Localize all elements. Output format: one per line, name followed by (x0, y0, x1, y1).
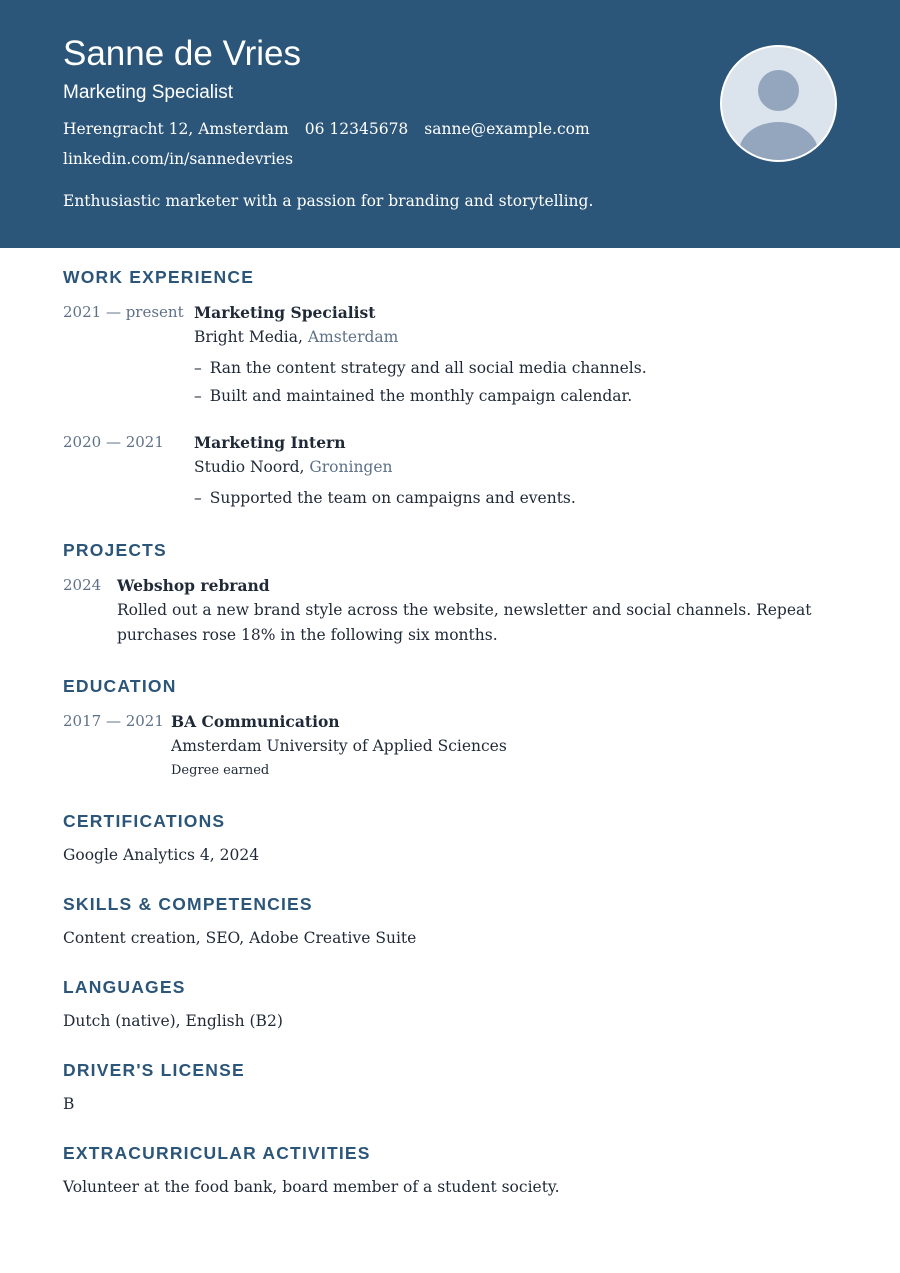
job-title: Marketing Specialist (194, 303, 376, 322)
section-title: LANGUAGES (63, 977, 186, 997)
responsibility-list (194, 354, 837, 410)
address: Herengracht 12, Amsterdam (63, 120, 289, 138)
section-drivers-license (63, 1059, 837, 1115)
section-projects (63, 539, 837, 648)
list-item: – Ran the content strategy and all social media channels. (194, 354, 837, 382)
project-description: Rolled out a new brand style across the website, newsletter and social channels. Repeat purchases rose 18% in the following six months. (117, 601, 812, 644)
project-title: Webshop rebrand (117, 576, 270, 595)
company: Bright Media (194, 328, 298, 346)
certifications-text: Google Analytics 4, 2024 (63, 846, 260, 864)
degree-note: Degree earned (171, 763, 270, 778)
degree: BA Communication (171, 712, 340, 731)
user-placeholder-icon (720, 45, 837, 162)
entry-date: 2017 — 2021 (63, 712, 164, 730)
resume-body (0, 248, 900, 1198)
contact-line (63, 119, 837, 139)
job-title: Marketing Intern (194, 433, 346, 452)
employer-line: Bright Media, Amsterdam (194, 328, 399, 346)
phone: 06 12345678 (304, 120, 409, 138)
work-entry (63, 430, 837, 512)
resume-header (0, 0, 900, 248)
company: Studio Noord (194, 458, 300, 476)
languages-text: Dutch (native), English (B2) (63, 1012, 283, 1030)
linkedin-url: linkedin.com/in/sannedevries (63, 150, 294, 168)
project-entry (63, 573, 837, 648)
section-extracurricular (63, 1142, 837, 1198)
school: Amsterdam University of Applied Sciences (171, 737, 507, 755)
extracurricular-text: Volunteer at the food bank, board member of a student society. (63, 1178, 560, 1196)
license-text: B (63, 1095, 75, 1113)
section-title: SKILLS & COMPETENCIES (63, 894, 313, 914)
email: sanne@example.com (424, 120, 590, 138)
list-item: – Supported the team on campaigns and events. (194, 484, 837, 512)
section-skills (63, 893, 837, 949)
section-title: CERTIFICATIONS (63, 811, 226, 831)
section-title: PROJECTS (63, 540, 167, 560)
responsibility-list (194, 484, 837, 512)
section-title: EDUCATION (63, 676, 177, 696)
section-work-experience (63, 266, 837, 512)
list-item: – Built and maintained the monthly campaign calendar. (194, 382, 837, 410)
section-education (63, 675, 837, 783)
avatar-body (739, 122, 818, 162)
candidate-role: Marketing Specialist (63, 82, 234, 103)
entry-date: 2024 (63, 576, 102, 594)
profile-summary: Enthusiastic marketer with a passion for branding and storytelling. (63, 192, 594, 210)
entry-date: 2020 — 2021 (63, 433, 164, 451)
skills-text: Content creation, SEO, Adobe Creative Suite (63, 929, 417, 947)
education-entry (63, 709, 837, 783)
work-entry (63, 300, 837, 410)
section-title: EXTRACURRICULAR ACTIVITIES (63, 1143, 371, 1163)
candidate-name: Sanne de Vries (63, 34, 302, 73)
avatar-head (758, 70, 799, 111)
entry-date: 2021 — present (63, 303, 184, 321)
location: Amsterdam (307, 328, 399, 346)
section-languages (63, 976, 837, 1032)
section-certifications (63, 810, 837, 866)
section-title: DRIVER'S LICENSE (63, 1060, 245, 1080)
location: Groningen (309, 458, 393, 476)
section-title: WORK EXPERIENCE (63, 267, 255, 287)
employer-line: Studio Noord, Groningen (194, 458, 393, 476)
